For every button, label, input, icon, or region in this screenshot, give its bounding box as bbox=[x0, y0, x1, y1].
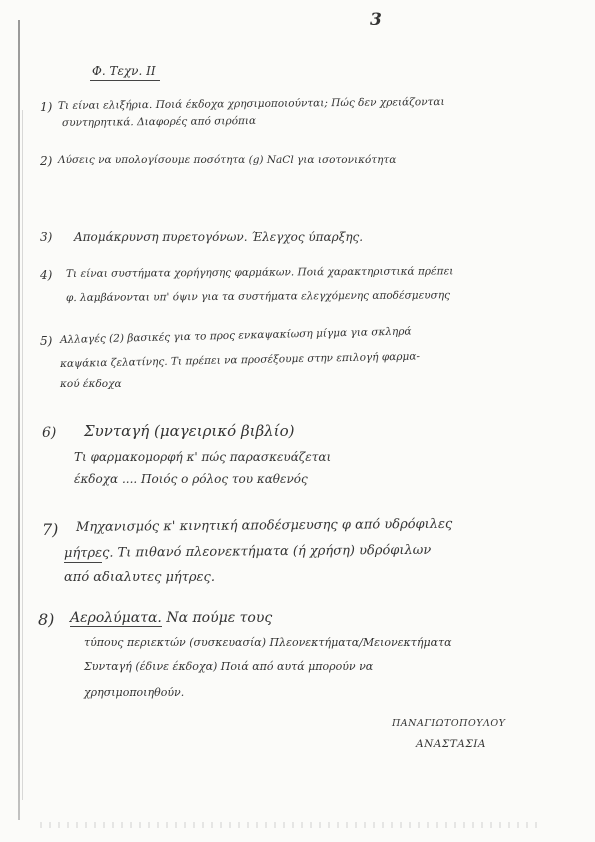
question-3-line-1: Απομάκρυνση πυρετογόνων. Έλεγχος ύπαρξης. bbox=[74, 230, 364, 244]
question-8-line-1: Αερολύματα. Να πούμε τους bbox=[70, 610, 273, 626]
question-6-line-1: Συνταγή (μαγειρικό βιβλίο) bbox=[84, 422, 295, 440]
page-number: 3 bbox=[370, 10, 382, 30]
signature-firstname: ΑΝΑΣΤΑΣΙΑ bbox=[416, 738, 487, 750]
question-4-line-2: φ. λαμβάνονται υπ' όψιν για τα συστήματα ελεγχόμενης αποδέσμευσης bbox=[65, 289, 451, 304]
question-1-line-2: συντηρητικά. Διαφορές από σιρόπια bbox=[61, 114, 257, 129]
scan-noise-strip bbox=[40, 822, 540, 828]
question-5-line-2: καψάκια ζελατίνης. Τι πρέπει να προσέξουμε στην επιλογή φαρμα- bbox=[59, 350, 421, 370]
question-7-line-1: Μηχανισμός κ' κινητική αποδέσμευσης φ από υδρόφιλες bbox=[75, 516, 453, 535]
question-8-line-3: Συνταγή (έδινε έκδοχα) Ποιά από αυτά μπορούν να bbox=[84, 660, 374, 673]
question-7-line-3: από αδιαλυτες μήτρες. bbox=[64, 570, 215, 585]
question-7-underline bbox=[64, 562, 102, 563]
question-8-line-4: χρησιμοποιηθούν. bbox=[84, 686, 185, 699]
question-7-number: 7) bbox=[42, 520, 59, 539]
question-7-line-2: μήτρες. Τι πιθανό πλεονεκτήματα (ή χρήση) υδρόφιλων bbox=[63, 542, 432, 561]
page-margin-line bbox=[18, 20, 20, 820]
question-4-line-1: Τι είναι συστήματα χορήγησης φαρμάκων. Ποιά χαρακτηριστικά πρέπει bbox=[65, 265, 454, 280]
signature-surname: ΠΑΝΑΓΙΩΤΟΠΟΥΛΟΥ bbox=[392, 718, 506, 729]
question-8-line-2: τύπους περιεκτών (συσκευασία) Πλεονεκτήματα/Μειονεκτήματα bbox=[84, 636, 452, 649]
exam-header: Φ. Τεχν. ΙΙ bbox=[92, 64, 156, 78]
question-5-line-1: Αλλαγές (2) βασικές για το προς ενκαψακίωση μίγμα για σκληρά bbox=[59, 325, 412, 346]
question-6-line-3: έκδοχα .... Ποιός ο ρόλος του καθενός bbox=[74, 472, 308, 486]
question-3-number: 3) bbox=[40, 230, 53, 244]
question-5-number: 5) bbox=[40, 334, 53, 348]
page-margin-line-secondary bbox=[22, 110, 23, 800]
question-2-number: 2) bbox=[40, 154, 53, 168]
question-2-line-1: Λύσεις να υπολογίσουμε ποσότητα (g) NaCl για ισοτονικότητα bbox=[58, 154, 397, 166]
question-1-number: 1) bbox=[40, 100, 53, 114]
header-underline bbox=[90, 80, 160, 81]
question-8-number: 8) bbox=[38, 610, 55, 629]
question-4-number: 4) bbox=[40, 268, 53, 282]
question-5-line-3: κού έκδοχα bbox=[60, 378, 122, 390]
question-6-number: 6) bbox=[42, 425, 57, 441]
question-1-line-1: Τι είναι ελιξήρια. Ποιά έκδοχα χρησιμοποιούνται; Πώς δεν χρειάζονται bbox=[57, 95, 445, 112]
question-8-underline bbox=[70, 626, 162, 627]
question-6-line-2: Τι φαρμακομορφή κ' πώς παρασκευάζεται bbox=[74, 450, 332, 464]
